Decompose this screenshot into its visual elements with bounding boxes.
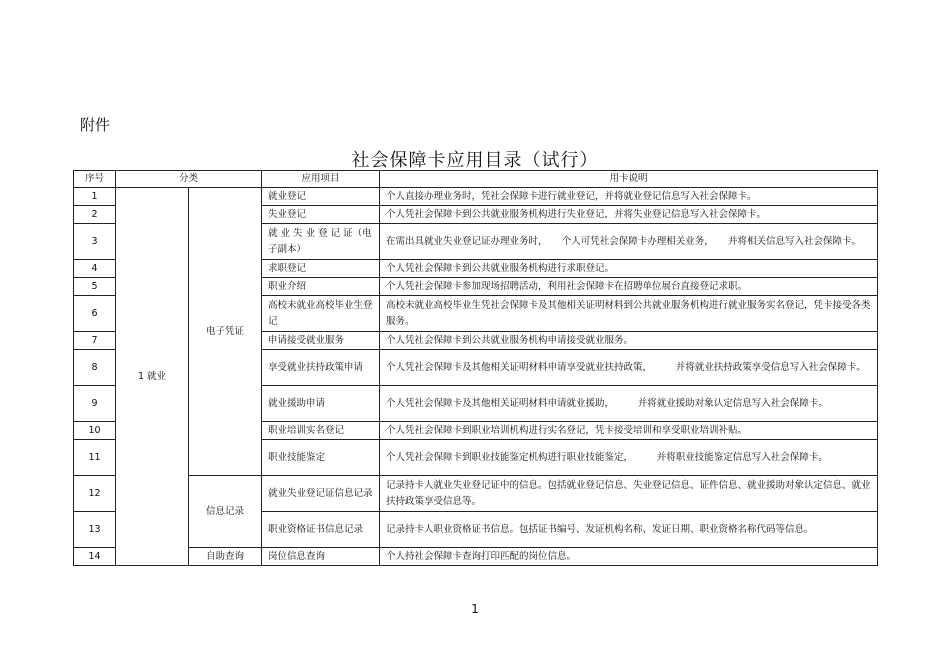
row-number: 14 (74, 548, 116, 566)
table-row (74, 548, 878, 566)
row-number: 12 (74, 476, 116, 512)
category-level1: 1 就业 (116, 188, 189, 566)
row-item: 求职登记 (262, 260, 380, 278)
row-item: 就业援助申请 (262, 386, 380, 422)
row-item: 高校未就业高校毕业生登记 (262, 296, 380, 332)
row-item: 享受就业扶持政策申请 (262, 350, 380, 386)
row-number: 9 (74, 386, 116, 422)
row-number: 8 (74, 350, 116, 386)
row-number: 1 (74, 188, 116, 206)
row-desc: 个人凭社会保障卡到公共就业服务机构进行失业登记，并将失业登记信息写入社会保障卡。 (380, 206, 878, 224)
page-number: 1 (471, 602, 479, 616)
row-item: 失业登记 (262, 206, 380, 224)
table-row (74, 188, 878, 206)
row-number: 6 (74, 296, 116, 332)
header-no: 序号 (74, 171, 116, 188)
row-desc: 个人凭社会保障卡到公共就业服务机构进行求职登记。 (380, 260, 878, 278)
row-item: 就业失业登记证信息记录 (262, 476, 380, 512)
header-desc: 用卡说明 (380, 171, 878, 188)
row-number: 10 (74, 422, 116, 440)
row-item: 职业培训实名登记 (262, 422, 380, 440)
row-number: 11 (74, 440, 116, 476)
header-row (74, 171, 878, 188)
row-desc: 个人凭社会保障卡到公共就业服务机构申请接受就业服务。 (380, 332, 878, 350)
row-number: 13 (74, 512, 116, 548)
header-category: 分类 (116, 171, 262, 188)
page-title: 社会保障卡应用目录（试行） (351, 150, 599, 171)
row-desc: 个人凭社会保障卡及其他相关证明材料申请享受就业扶持政策， 并将就业扶持政策享受信息写入社会保障卡。 (380, 350, 878, 386)
attachment-label: 附件 (80, 116, 111, 134)
row-number: 4 (74, 260, 116, 278)
row-desc: 个人凭社会保障卡参加现场招聘活动，利用社会保障卡在招聘单位展台直接登记求职。 (380, 278, 878, 296)
catalog-table (73, 170, 878, 566)
category-self-query: 自助查询 (189, 548, 262, 566)
row-desc: 在需出具就业失业登记证办理业务时， 个人可凭社会保障卡办理相关业务， 并将相关信息写入社会保障卡。 (380, 224, 878, 260)
row-item: 申请接受就业服务 (262, 332, 380, 350)
row-number: 2 (74, 206, 116, 224)
row-item: 职业技能鉴定 (262, 440, 380, 476)
category-info-record: 信息记录 (189, 476, 262, 548)
row-item: 岗位信息查询 (262, 548, 380, 566)
row-desc: 个人持社会保障卡查询打印匹配的岗位信息。 (380, 548, 878, 566)
row-desc: 记录持卡人就业失业登记证中的信息。包括就业登记信息、失业登记信息、证件信息、就业援助对象认定信息、就业扶持政策享受信息等。 (380, 476, 878, 512)
row-number: 5 (74, 278, 116, 296)
row-number: 3 (74, 224, 116, 260)
table-row (74, 476, 878, 512)
row-desc: 个人直接办理业务时，凭社会保障卡进行就业登记，并将就业登记信息写入社会保障卡。 (380, 188, 878, 206)
row-item: 就业登记 (262, 188, 380, 206)
row-desc: 记录持卡人职业资格证书信息。包括证书编号、发证机构名称、发证日期、职业资格名称代码等信息。 (380, 512, 878, 548)
header-item: 应用项目 (262, 171, 380, 188)
row-item: 就 业 失 业 登 记 证（电子副本） (262, 224, 380, 260)
row-desc: 高校未就业高校毕业生凭社会保障卡及其他相关证明材料到公共就业服务机构进行就业服务实名登记，凭卡接受各类服务。 (380, 296, 878, 332)
row-desc: 个人凭社会保障卡及其他相关证明材料申请就业援助， 并将就业援助对象认定信息写入社会保障卡。 (380, 386, 878, 422)
row-number: 7 (74, 332, 116, 350)
row-item: 职业介绍 (262, 278, 380, 296)
row-desc: 个人凭社会保障卡到职业技能鉴定机构进行职业技能鉴定， 并将职业技能鉴定信息写入社会保障卡。 (380, 440, 878, 476)
row-item: 职业资格证书信息记录 (262, 512, 380, 548)
row-desc: 个人凭社会保障卡到职业培训机构进行实名登记，凭卡接受培训和享受职业培训补贴。 (380, 422, 878, 440)
category-electronic-voucher: 电子凭证 (189, 188, 262, 476)
